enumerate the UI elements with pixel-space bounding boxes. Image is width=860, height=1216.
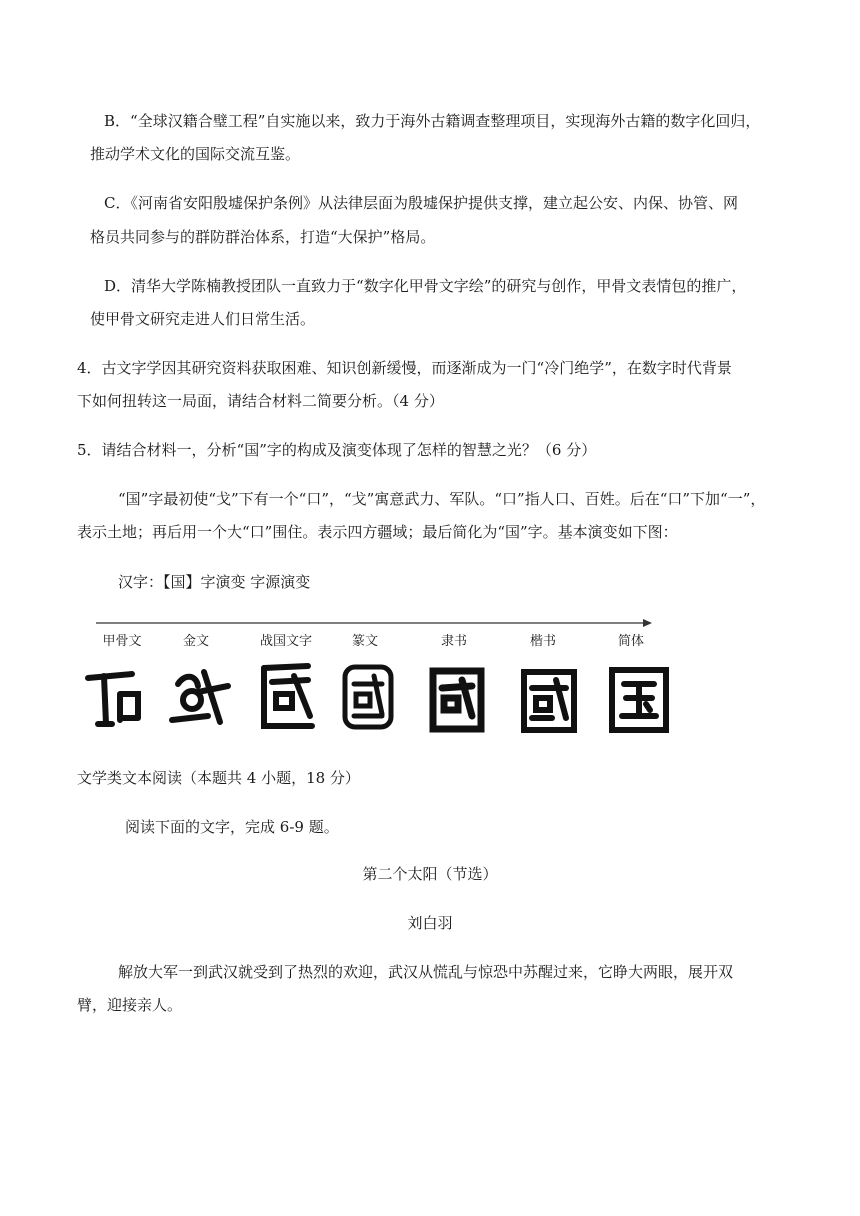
question-5: 5．请结合材料一，分析“国”字的构成及演变体现了怎样的智慧之光？（6 分） — [77, 441, 597, 459]
timeline-arrow — [90, 614, 690, 634]
stage-label-seal: 篆文 — [351, 634, 379, 649]
section-title: 文学类文本阅读（本题共 4 小题，18 分） — [77, 769, 360, 787]
story-author: 刘白羽 — [407, 914, 453, 932]
option-b-line-2: 推动学术文化的国际交流互鉴。 — [90, 145, 301, 163]
question-4-line-2: 下如何扭转这一局面，请结合材料二简要分析。（4 分） — [77, 392, 444, 410]
clerical-glyph — [426, 664, 488, 736]
regular-glyph — [518, 666, 580, 736]
figure-caption: 汉字：【国】字演变 字源演变 — [118, 573, 311, 591]
character-evolution-figure — [90, 614, 690, 744]
stage-label-clerical: 隶书 — [440, 634, 468, 649]
story-paragraph-line-1: 解放大军一到武汉就受到了热烈的欢迎，武汉从慌乱与惊恐中苏醒过来，它睁大两眼，展开双 — [118, 963, 734, 981]
story-title: 第二个太阳（节选） — [362, 865, 498, 883]
option-c-line-1: C．《河南省安阳殷墟保护条例》从法律层面为殷墟保护提供支撑，建立起公安、内保、协管、网 — [104, 194, 738, 212]
question-4-line-1: 4．古文字学因其研究资料获取困难、知识创新缓慢，而逐渐成为一门“冷门绝学”，在数字时代背景 — [77, 359, 732, 377]
seal-glyph — [338, 660, 400, 734]
oracle-bone-glyph — [84, 658, 150, 734]
simplified-glyph — [606, 664, 672, 736]
stage-label-oracle-bone: 甲骨文 — [102, 634, 142, 649]
stage-label-bronze: 金文 — [182, 634, 210, 649]
option-d-line-1: D．清华大学陈楠教授团队一直致力于“数字化甲骨文字绘”的研究与创作，甲骨文表情包的推广， — [104, 277, 747, 295]
option-b-line-1: B．“全球汉籍合璧工程”自实施以来，致力于海外古籍调查整理项目，实现海外古籍的数字化回归， — [104, 112, 761, 130]
option-d-line-2: 使甲骨文研究走进人们日常生活。 — [90, 310, 316, 328]
story-paragraph-line-2: 臂，迎接亲人。 — [77, 996, 183, 1014]
passage-line-1: “国”字最初使“戈”下有一个“口”，“戈”寓意武力、军队。“口”指人口、百姓。后在“口”下加“一”， — [118, 490, 766, 508]
passage-line-2: 表示土地；再后用一个大“口”围住。表示四方疆域；最后简化为“国”字。基本演变如下图： — [77, 523, 678, 541]
option-c-line-2: 格员共同参与的群防群治体系，打造“大保护”格局。 — [90, 228, 436, 246]
stage-label-warring-states: 战国文字 — [259, 634, 313, 649]
warring-states-glyph — [254, 660, 320, 732]
section-instruction: 阅读下面的文字，完成 6-9 题。 — [125, 818, 339, 836]
stage-label-simplified: 简体 — [617, 634, 645, 649]
bronze-glyph — [168, 662, 234, 730]
stage-label-regular: 楷书 — [529, 634, 557, 649]
